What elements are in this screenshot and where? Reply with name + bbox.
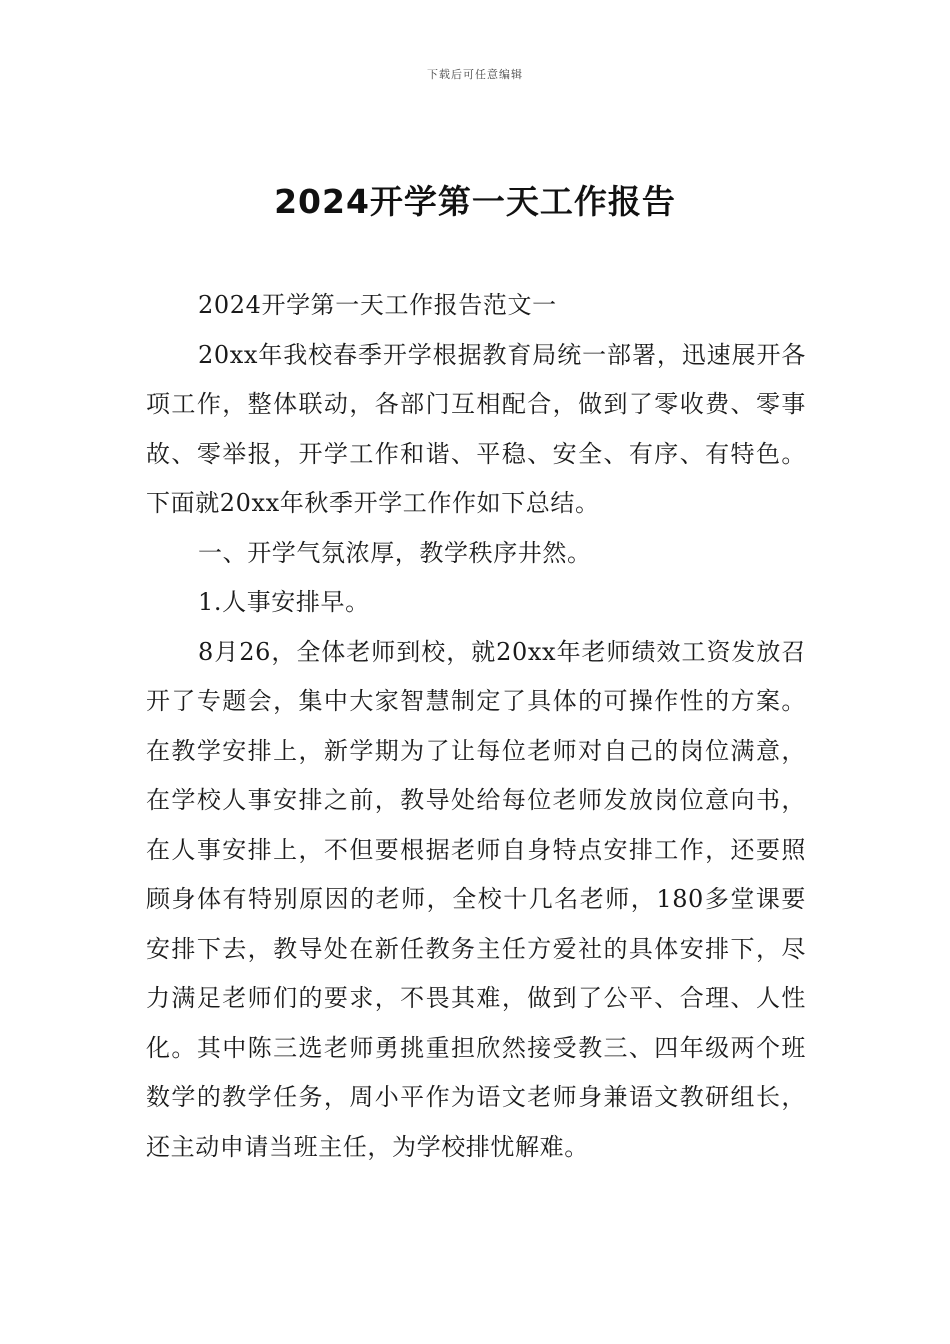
paragraph-subheading: 1.人事安排早。 xyxy=(198,588,370,616)
document-title: 2024开学第一天工作报告 xyxy=(274,182,676,221)
paragraph-detail: 8月26，全体老师到校，就20xx年老师绩效工资发放召开了专题会，集中大家智慧制定了具体的可操作性的方案。在教学安排上，新学期为了让每位老师对自己的岗位满意，在学校人事安排之前，教导处给每位老师发放岗位意向书，在人事安排上，不但要根据老师自身特点安排工作，还要照顾身体有特别原因的老师，全校十几名老师，180多堂课要安排下去，教导处在新任教务主任方爱社的具体安排下，尽力满足老师们的要求，不畏其难，做到了公平、合理、人性化。其中陈三选老师勇挑重担欣然接受教三、四年级两个班数学的教学任务，周小平作为语文老师身兼语文教研组长，还主动申请当班主任，为学校排忧解难。 xyxy=(146,637,806,1161)
header-note: 下载后可任意编辑 xyxy=(427,68,523,81)
document-body xyxy=(146,281,806,1172)
paragraph-intro: 20xx年我校春季开学根据教育局统一部署，迅速展开各项工作，整体联动，各部门互相配合，做到了零收费、零事故、零举报，开学工作和谐、平稳、安全、有序、有特色。下面就20xx年秋季开学工作作如下总结。 xyxy=(146,340,806,517)
paragraph-section-heading: 一、开学气氛浓厚，教学秩序井然。 xyxy=(198,538,592,567)
paragraph-subtitle: 2024开学第一天工作报告范文一 xyxy=(198,291,557,319)
